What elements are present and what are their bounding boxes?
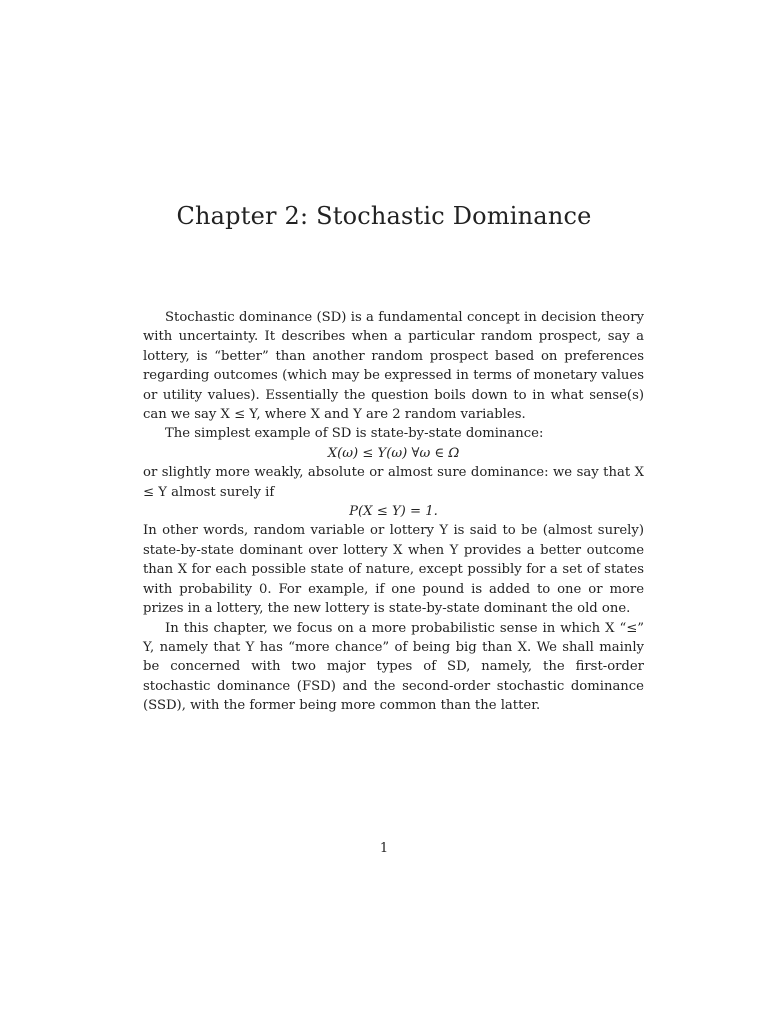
paragraph-chapter-focus: In this chapter, we focus on a more probabilistic sense in which X “≤” Y, namely that Y has “more chance” of being big than X. We shall mainly be concerned with two major types of SD, namely, the first-order stochastic dominance (FSD) and the second-order stochastic dominance (SSD), with the former being more common than the latter. xyxy=(143,620,644,714)
paragraph-intro: Stochastic dominance (SD) is a fundamental concept in decision theory with uncertainty. It describes when a particular random prospect, say a lottery, is “better” than another random prospect based on preferences regarding outcomes (which may be expressed in terms of monetary values or utility values). Essentially the question boils down to in what sense(s) can we say X ≤ Y, where X and Y are 2 random variables. xyxy=(143,310,644,423)
chapter-title: Chapter 2: Stochastic Dominance xyxy=(176,202,592,230)
paragraph-other-words: In other words, random variable or lottery Y is said to be (almost surely) state-by-state dominant over lottery X when Y provides a better outcome than X for each possible state of nature, except possibly for a set of states with probability 0. For example, if one pound is added to one or more prizes in a lottery, the new lottery is state-by-state dominant the old one. xyxy=(143,523,644,617)
chapter-body xyxy=(143,308,644,716)
equation-almost-sure: P(X ≤ Y) = 1. xyxy=(349,504,438,520)
paragraph-almost-sure: or slightly more weakly, absolute or almost sure dominance: we say that X ≤ Y almost surely if xyxy=(143,465,644,500)
paragraph-simplest-example: The simplest example of SD is state-by-state dominance: xyxy=(165,426,544,442)
equation-state-by-state: X(ω) ≤ Y(ω) ∀ω ∈ Ω xyxy=(327,445,460,461)
page-number: 1 xyxy=(379,841,389,856)
